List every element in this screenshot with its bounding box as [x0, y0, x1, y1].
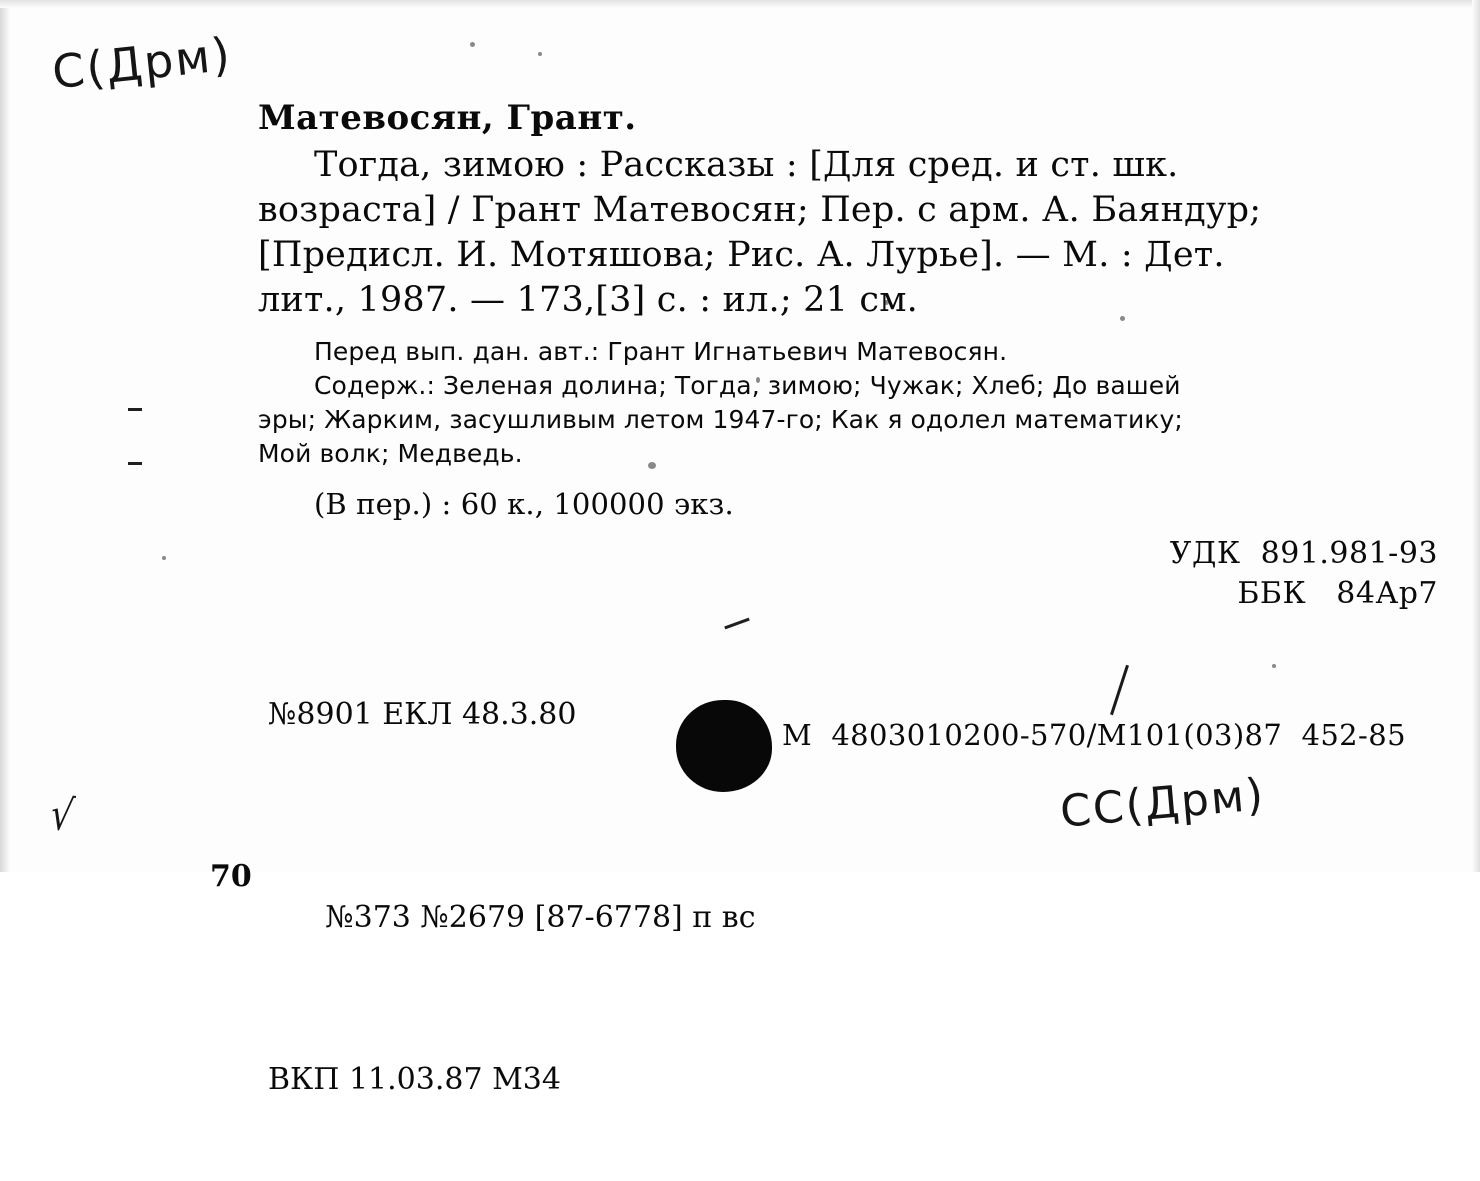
title-line-1: Тогда, зимою : Рассказы : [Для сред. и ст. шк.	[314, 145, 1179, 186]
paper-mark	[128, 462, 142, 465]
paper-mark	[128, 408, 142, 411]
note-line-2: Содерж.: Зеленая долина; Тогда, зимою; Чужак; Хлеб; До вашей	[314, 370, 1181, 400]
note-line-4: Мой волк; Медведь.	[258, 438, 523, 468]
bbk-code: ББК 84Ар7	[1237, 575, 1438, 611]
pen-stroke-mark	[1110, 665, 1129, 715]
register-line-1: №8901 ЕКЛ 48.3.80	[268, 697, 577, 732]
paper-edge-top	[0, 0, 1480, 8]
register-line-2-row	[210, 817, 756, 979]
register-line-3: ВКП 11.03.87 М34	[268, 1061, 561, 1097]
price-note	[258, 485, 1438, 524]
register-leader: 70	[210, 859, 252, 894]
handwritten-shelfmark-bottom: СС(Дрм)	[1058, 769, 1268, 838]
price-line: (В пер.) : 60 к., 100000 экз.	[314, 486, 734, 521]
author-heading: Матевосян, Грант.	[258, 98, 637, 138]
card-text-block	[258, 100, 1438, 524]
paper-speck	[1272, 664, 1276, 668]
ink-blot	[676, 700, 772, 792]
title-line-4: лит., 1987. — 173,[3] с. : ил.; 21 см.	[258, 279, 918, 320]
notes-block	[258, 335, 1438, 471]
paper-speck	[538, 52, 542, 56]
udk-code: УДК 891.981-93	[1169, 536, 1438, 571]
paper-edge-right	[1472, 0, 1480, 872]
title-statement	[258, 143, 1438, 322]
title-line-2: возраста] / Грант Матевосян; Пер. с арм. А. Баяндур;	[258, 190, 1262, 231]
paper-edge-left	[0, 0, 10, 872]
handwritten-check-mark: √	[47, 788, 77, 843]
register-block	[210, 614, 756, 1181]
title-line-3: [Предисл. И. Мотяшова; Рис. А. Лурье]. — М. : Дет.	[258, 234, 1225, 275]
register-line-2: №373 №2679 [87-6778] п вс	[325, 899, 756, 935]
handwritten-shelfmark-top: С(Дрм)	[49, 26, 235, 100]
printer-imprint-line: М 4803010200-570/М101(03)87 452-85	[782, 718, 1406, 752]
note-line-3: эры; Жарким, засушливым летом 1947-го; Как я одолел математику;	[258, 404, 1183, 434]
classification-codes	[1170, 534, 1438, 614]
paper-speck	[470, 42, 475, 47]
paper-speck	[162, 556, 166, 560]
note-line-1: Перед вып. дан. авт.: Грант Игнатьевич Матевосян.	[314, 336, 1008, 366]
